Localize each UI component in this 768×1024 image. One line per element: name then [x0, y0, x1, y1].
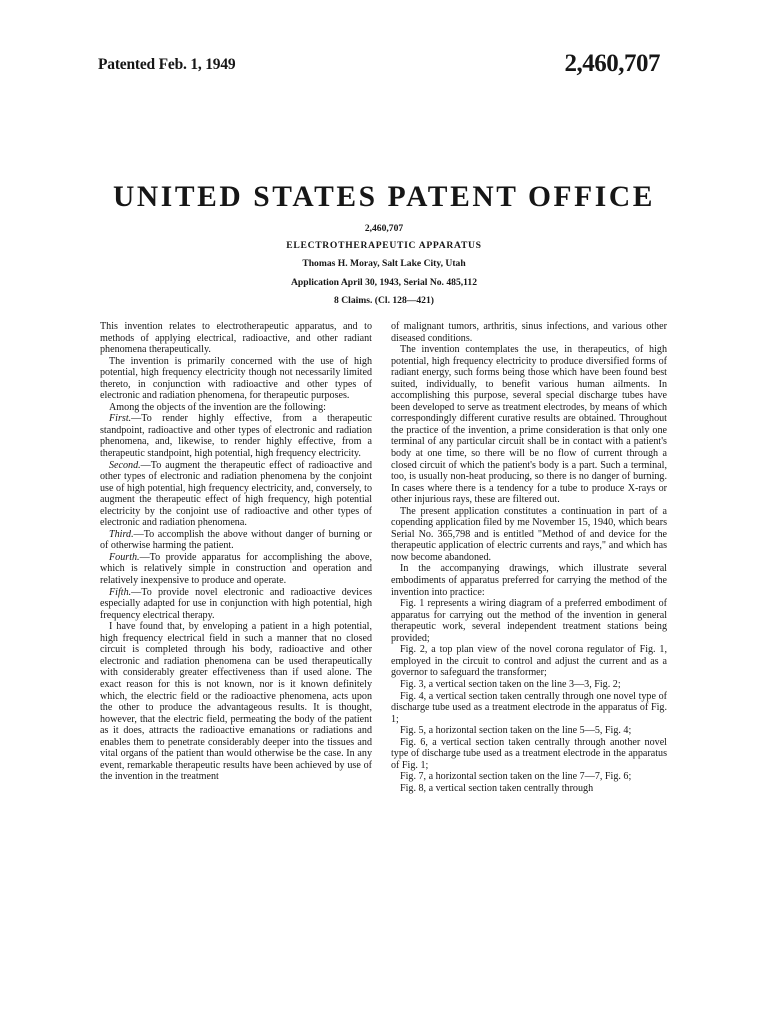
paragraph: The invention is primarily concerned with the use of high potential, high frequency electricity though not necessarily limited thereto, in conjunction with radioactive and other types of electronic and radiation phenomena, for therapeutic purposes.: [100, 355, 372, 402]
paragraph: The invention contemplates the use, in therapeutics, of high potential, high frequency electricity to produce diversified forms of radiant energy, such forms being those which have been found best suited, individually, to benefit various human ailments. In accomplishing this purpose, several special discharge tubes have been developed to serve as treatment electrodes, by means of which correspondingly different curative results are obtained. Throughout the practice of the invention, a prime consideration is that only one terminal of any particular circuit shall be in contact with a patient's body at one time, so there will be no flow of current through a closed circuit of which the patient's body is a part. Such a terminal, too, is usually non-heat producing, so there is no danger of burning. In cases where there is a tendency for a tube to produce X-rays or other injurious rays, these are filtered out.: [391, 344, 667, 506]
patent-number: 2,460,707: [364, 223, 404, 234]
office-title: UNITED STATES PATENT OFFICE: [112, 181, 656, 213]
paragraph: Second.—To augment the therapeutic effect of radioactive and other types of electronic and radiation phenomena by the conjoint use of high potential, high frequency electricity, and, conversely, to augment the therapeutic effect of high frequency, high potential electricity by the conjoint use of radioactive and other types of electronic and radiation phenomena.: [100, 459, 372, 529]
paragraph: Fig. 2, a top plan view of the novel corona regulator of Fig. 1, employed in the circuit to control and adjust the current and as a governor to safeguard the transformer;: [391, 644, 667, 679]
paragraph: Fig. 6, a vertical section taken centrally through another novel type of discharge tube used as a treatment electrode in the apparatus of Fig. 1;: [391, 736, 667, 771]
inventor: Thomas H. Moray, Salt Lake City, Utah: [302, 258, 466, 269]
paragraph: In the accompanying drawings, which illustrate several embodiments of apparatus preferred for carrying the method of the invention into practice:: [391, 563, 667, 598]
paragraph: Fifth.—To provide novel electronic and radioactive devices especially adapted for use in conjunction with high potential, high frequency electrical therapy.: [100, 586, 372, 621]
paragraph: Fig. 8, a vertical section taken centrally through: [400, 782, 594, 794]
invention-title: ELECTROTHERAPEUTIC APPARATUS: [286, 240, 482, 251]
paragraph: I have found that, by enveloping a patient in a high potential, high frequency electrical field in such a manner that no closed circuit is completed through his body, radioactive and other electronic and radiation phenomena can be used therapeutically with considerably greater effectiveness than if used alone. The exact reason for this is not known, nor is it known definitely which, the electric field or the radioactive phenomena, acts upon the other to produce the advantageous results. It is thought, however, that the electric field, permeating the body of the patient as it does, attracts the radioactive emanations or radiations and enables them to penetrate considerably deeper into the tissues and vital organs of the patient than would otherwise be the case. In any event, remarkable therapeutic results have been achieved by use of the invention in the treatment: [100, 621, 372, 783]
application-info: Application April 30, 1943, Serial No. 485,112: [290, 277, 478, 288]
paragraph: of malignant tumors, arthritis, sinus infections, and various other diseased conditions.: [391, 321, 667, 344]
paragraph: First.—To render highly effective, from a therapeutic standpoint, radioactive and other types of electronic and radiation phenomena, and, likewise, to render highly effective, from a therapeutic standpoint, high potential, high frequency electricity.: [100, 413, 372, 460]
paragraph: Fig. 5, a horizontal section taken on the line 5—5, Fig. 4;: [400, 725, 632, 737]
paragraph: Among the objects of the invention are the following:: [109, 401, 326, 413]
left-column: [100, 321, 372, 783]
paragraph: Fourth.—To provide apparatus for accomplishing the above, which is relatively simple in construction and operation and relatively inexpensive to produce and operate.: [100, 551, 372, 587]
right-column: [391, 321, 667, 794]
patent-number-header: 2,460,707: [564, 50, 660, 77]
paragraph: The present application constitutes a continuation in part of a copending application filed by me November 15, 1940, which bears Serial No. 365,798 and is entitled "Method of and device for the therapeutic application of electric currents and rays," and which has now become abandoned.: [391, 505, 667, 563]
paragraph: Fig. 7, a horizontal section taken on the line 7—7, Fig. 6;: [400, 771, 632, 783]
paragraph: Third.—To accomplish the above without danger of burning or of otherwise harming the patient.: [100, 528, 372, 552]
claims-info: 8 Claims. (Cl. 128—421): [334, 295, 434, 306]
patented-date: Patented Feb. 1, 1949: [98, 56, 236, 73]
paragraph: This invention relates to electrotherapeutic apparatus, and to methods of applying electrical, radioactive, and other radiant phenomena therapeutically.: [100, 321, 372, 356]
paragraph: Fig. 1 represents a wiring diagram of a preferred embodiment of apparatus for carrying out the method of the invention in general therapeutic work, several independent treatment stations being provided;: [391, 598, 667, 644]
paragraph: Fig. 4, a vertical section taken centrally through one novel type of discharge tube used as a treatment electrode in the apparatus of Fig. 1;: [391, 690, 667, 725]
paragraph: Fig. 3, a vertical section taken on the line 3—3, Fig. 2;: [400, 678, 621, 690]
